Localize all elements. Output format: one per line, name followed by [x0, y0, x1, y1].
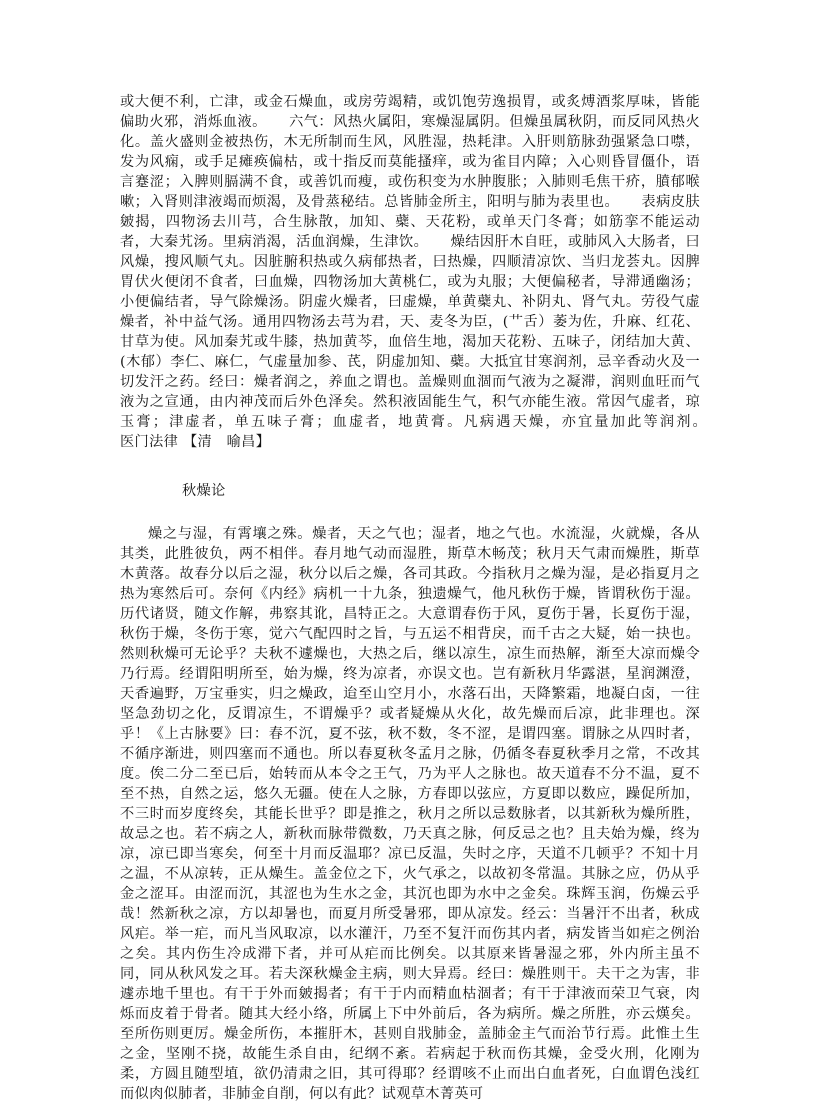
section-title: 秋燥论 [182, 483, 226, 499]
document-paragraph: 燥之与湿，有霄壤之殊。燥者，天之气也；湿者，地之气也。水流湿，火就燥，各从其类，此胜彼负，两不相伴。春月地气动而湿胜，斯草木畅茂；秋月天气肃而燥胜，斯草木黄落。故春分以后之湿，秋分以后之燥，各司其政。今指秋月之燥为湿，是必指夏月之热为寒然后可。奈何《内经》病机一十九条，独遗燥气，他凡秋伤于燥，皆谓秋伤于湿。历代诸贤，随文作解，弗察其讹，昌特正之。大意谓春伤于风，夏伤于暑，长夏伤于湿，秋伤于燥，冬伤于寒，觉六气配四时之旨，与五运不相背戾，而千古之大疑，始一抉也。然则秋燥可无论乎？夫秋不遽燥也，大热之后，继以凉生，凉生而热解，渐至大凉而燥令乃行焉。经谓阳明所至，始为燥，终为凉者，亦误文也。岂有新秋月华露湛，星润渊澄，天香遍野，万宝垂实，归之燥政，迨至山空月小，水落石出，天降繁霜，地凝白卤，一往坚急劲切之化，反谓凉生，不谓燥乎？或者疑燥从火化，故先燥而后凉，此非理也。深乎！《上古脉要》曰：春不沉，夏不弦，秋不数，冬不涩，是谓四塞。谓脉之从四时者，不循序渐进，则四塞而不通也。所以春夏秋冬孟月之脉，仍循冬春夏秋季月之常，不改其度。俟二分二至已后，始转而从本令之王气，乃为平人之脉也。故天道春不分不温，夏不至不热，自然之运，悠久无疆。使在人之脉，方春即以弦应，方夏即以数应，躁促所加，不三时而岁度终矣，其能长世乎？即是推之，秋月之所以忌数脉者，以其新秋为燥所胜，故忌之也。若不病之人，新秋而脉带微数，乃天真之脉，何反忌之也？且夫始为燥，终为凉，凉已即当寒矣，何至十月而反温耶？凉已反温，失时之序，天道不几顿乎？不知十月之温，不从凉转，正从燥生。盖金位之下，火气承之，以故初冬常温。其脉之应，仍从乎金之涩耳。由涩而沉，其涩也为生水之金，其沉也即为水中之金矣。珠辉玉润，伤燥云乎哉！然新秋之凉，方以却暑也，而夏月所受暑邪，即从凉发。经云：当暑汗不出者，秋成风疟。举一疟，而凡当风取凉，以水灌汗，乃至不复汗而伤其内者，病发皆当如疟之例治之矣。其内伤生冷成滞下者，并可从疟而比例矣。以其原来皆暑湿之邪，外内所主虽不同，同从秋风发之耳。若夫深秋燥金主病，则大异焉。经曰：燥胜则干。夫干之为害，非遽赤地千里也。有干于外而皴揭者；有干于内而精血枯涸者；有干于津液而荣卫气衰，肉烁而皮着于骨者。随其大经小络，所属上下中外前后，各为病所。燥之所胜，亦云熯矣。至所伤则更厉。燥金所伤，本摧肝木，甚则自戕肺金，盖肺金主气而治节行焉。此惟土生之金，坚刚不挠，故能生杀自由，纪纲不紊。若病起于秋而伤其燥，金受火刑，化刚为柔，方圆且随型埴，欲仍清肃之旧，其可得耶？经谓咳不止而出白血者死，白血谓色浅红而似肉似肺者，非肺金自削，何以有此？试观草木菁英可 [120, 526, 700, 1102]
document-page [120, 92, 759, 1104]
document-paragraph: 或大便不利，亡津，或金石燥血，或房劳竭精，或饥饱劳逸损胃，或炙煿酒浆厚味，皆能偏助火邪，消烁血液。 六气：风热火属阳，寒燥湿属阴。但燥虽属秋阴，而反同风热火化。盖火盛则金被热伤，木无所制而生风，风胜湿，热耗津。入肝则筋脉劲强紧急口噤，发为风痫，或手足瘫痪偏枯，或十指反而莫能搔痒，或为雀目内障；入心则昏冒僵仆，语言蹇涩；入脾则膈满不食，或善饥而瘦，或伤积变为水肿腹胀；入肺则毛焦干疥，膹郁喉嗽；入肾则津液竭而烦渴，及骨蒸秘结。总皆肺金所主，阳明与肺为表里也。 表病皮肤皴揭，四物汤去川芎，合生脉散，加知、蘗、天花粉，或单天门冬膏；如筋挛不能运动者，大秦艽汤。里病消渴，活血润燥，生津饮。 燥结因肝木自旺，或肺风入大肠者，曰风燥，搜风顺气丸。因脏腑积热或久病郁热者，曰热燥，四顺清凉饮、当归龙荟丸。因脾胃伏火便闭不食者，曰血燥，四物汤加大黄桃仁，或为丸服；大便偏秘者，导滞通幽汤；小便偏结者，导气除燥汤。阴虚火燥者，曰虚燥，单黄蘗丸、补阴丸、肾气丸。劳役气虚燥者，补中益气汤。通用四物汤去芎为君，天、麦冬为臣，(艹舌）萎为佐，升麻、红花、甘草为使。风加秦艽或牛膝，热加黄芩，血倍生地，渴加天花粉、五味子，闭结加大黄、(木郁）李仁、麻仁，气虚量加参、芪，阴虚加知、蘗。大抵宜甘寒润剂，忌辛香动火及一切发汗之药。经曰：燥者润之，养血之谓也。盖燥则血涸而气液为之凝滞，润则血旺而气液为之宣通，由内神茂而后外色泽矣。然积液固能生气，积气亦能生液。常因气虚者，琼玉膏；津虚者，单五味子膏；血虚者，地黄膏。凡病遇天燥，亦宜量加此等润剂。 医门法律 【清 喻昌】 [120, 94, 759, 450]
